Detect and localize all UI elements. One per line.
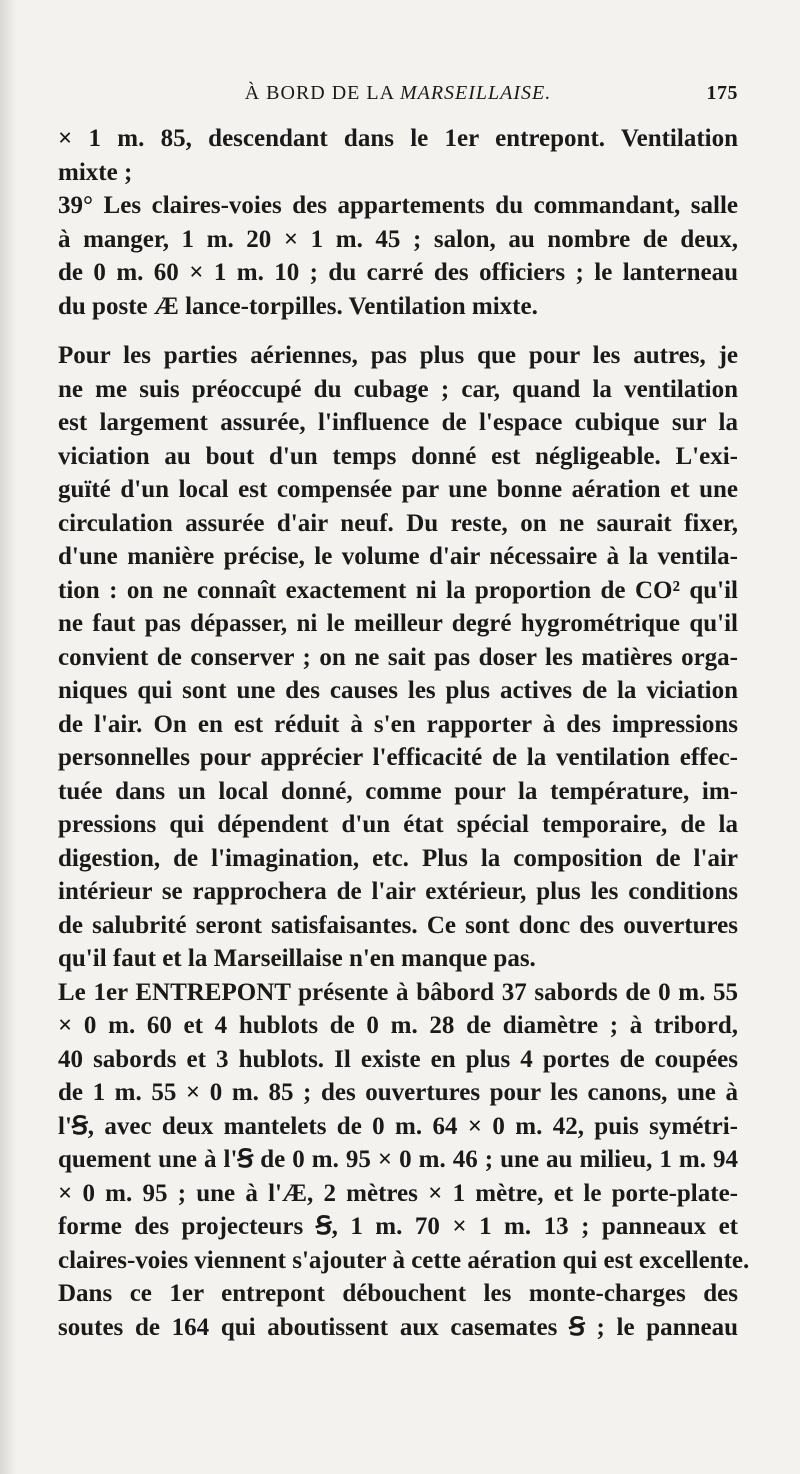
text-line: de 1 m. 55 × 0 m. 85 ; des ouvertures pour les canons, une à (58, 1079, 738, 1106)
text-line: Le 1er ENTREPONT présente à bâbord 37 sabords de 0 m. 55 (58, 978, 738, 1006)
running-title (58, 82, 738, 105)
page-number: 175 (706, 82, 738, 104)
text-line: tuée dans un local donné, comme pour la température, im- (58, 777, 738, 805)
text-line: niques qui sont une des causes les plus actives de la viciation (58, 677, 738, 704)
text-line: de 0 m. 60 × 1 m. 10 ; du carré des officiers ; le lanterneau (58, 259, 738, 286)
text-line: guïté d'un local est compensée par une bonne aération et une (58, 476, 738, 503)
text-line: claires-voies viennent s'ajouter à cette aération qui est excellente. (58, 1246, 750, 1274)
text-line: × 0 m. 60 et 4 hublots de 0 m. 28 de diamètre ; à tribord, (58, 1012, 738, 1039)
text-line: l'Ꞩ, avec deux mantelets de 0 m. 64 × 0 m. 42, puis symétri- (58, 1112, 738, 1140)
text-line: qu'il faut et la Marseillaise n'en manque pas. (58, 945, 536, 972)
text-line: ne me suis préoccupé du cubage ; car, quand la ventilation (58, 375, 738, 403)
running-header (58, 82, 738, 116)
text-line: 39° Les claires-voies des appartements du commandant, salle (58, 192, 738, 219)
text-line: Pour les parties aériennes, pas plus que pour les autres, je (58, 342, 738, 369)
text-line: de salubrité seront satisfaisantes. Ce sont donc des ouvertures (58, 911, 738, 939)
text-line: viciation au bout d'un temps donné est négligeable. L'exi- (58, 442, 738, 470)
text-line: Dans ce 1er entrepont débouchent les monte-charges des (58, 1280, 738, 1307)
text-line: circulation assurée d'air neuf. Du reste, on ne saurait fixer, (58, 509, 738, 537)
text-line: d'une manière précise, le volume d'air nécessaire à la ventila- (58, 543, 738, 570)
text-line: ne faut pas dépasser, ni le meilleur degré hygrométrique qu'il (58, 610, 738, 637)
text-line: soutes de 164 qui aboutissent aux casemates Ꞩ ; le panneau (58, 1313, 738, 1341)
text-line: forme des projecteurs Ꞩ, 1 m. 70 × 1 m. 13 ; panneaux et (58, 1213, 738, 1240)
text-line: × 0 m. 95 ; une à l'Æ, 2 mètres × 1 mètre, et le porte-plate- (58, 1179, 738, 1207)
paragraph-gap (58, 323, 738, 339)
text-line: du poste Æ lance-torpilles. Ventilation mixte. (58, 292, 538, 320)
text-line: 40 sabords et 3 hublots. Il existe en plus 4 portes de coupées (58, 1045, 738, 1073)
text-line: quement une à l'Ꞩ de 0 m. 95 × 0 m. 46 ; une au milieu, 1 m. 94 (58, 1146, 738, 1173)
text-line: tion : on ne connaît exactement ni la proportion de CO² qu'il (58, 576, 738, 604)
text-line: est largement assurée, l'influence de l'espace cubique sur la (58, 409, 738, 436)
running-title-text: À BORD DE LA (244, 82, 400, 104)
text-line: personnelles pour apprécier l'efficacité de la ventilation effec- (58, 744, 738, 771)
body-text (58, 122, 750, 1344)
running-title-ship-name: MARSEILLAISE. (399, 82, 552, 104)
text-line: digestion, de l'imagination, etc. Plus la composition de l'air (58, 844, 738, 872)
text-line: à manger, 1 m. 20 × 1 m. 45 ; salon, au nombre de deux, (58, 225, 738, 253)
text-line: × 1 m. 85, descendant dans le 1er entrepont. Ventilation (58, 125, 738, 152)
text-line: de l'air. On en est réduit à s'en rapporter à des impressions (58, 710, 738, 738)
text-line: pressions qui dépendent d'un état spécial temporaire, de la (58, 811, 738, 838)
text-line: intérieur se rapprochera de l'air extérieur, plus les conditions (58, 878, 738, 905)
text-line: mixte ; (58, 158, 133, 186)
page-edge-shadow (0, 0, 16, 1474)
text-line: convient de conserver ; on ne sait pas doser les matières orga- (58, 643, 738, 671)
